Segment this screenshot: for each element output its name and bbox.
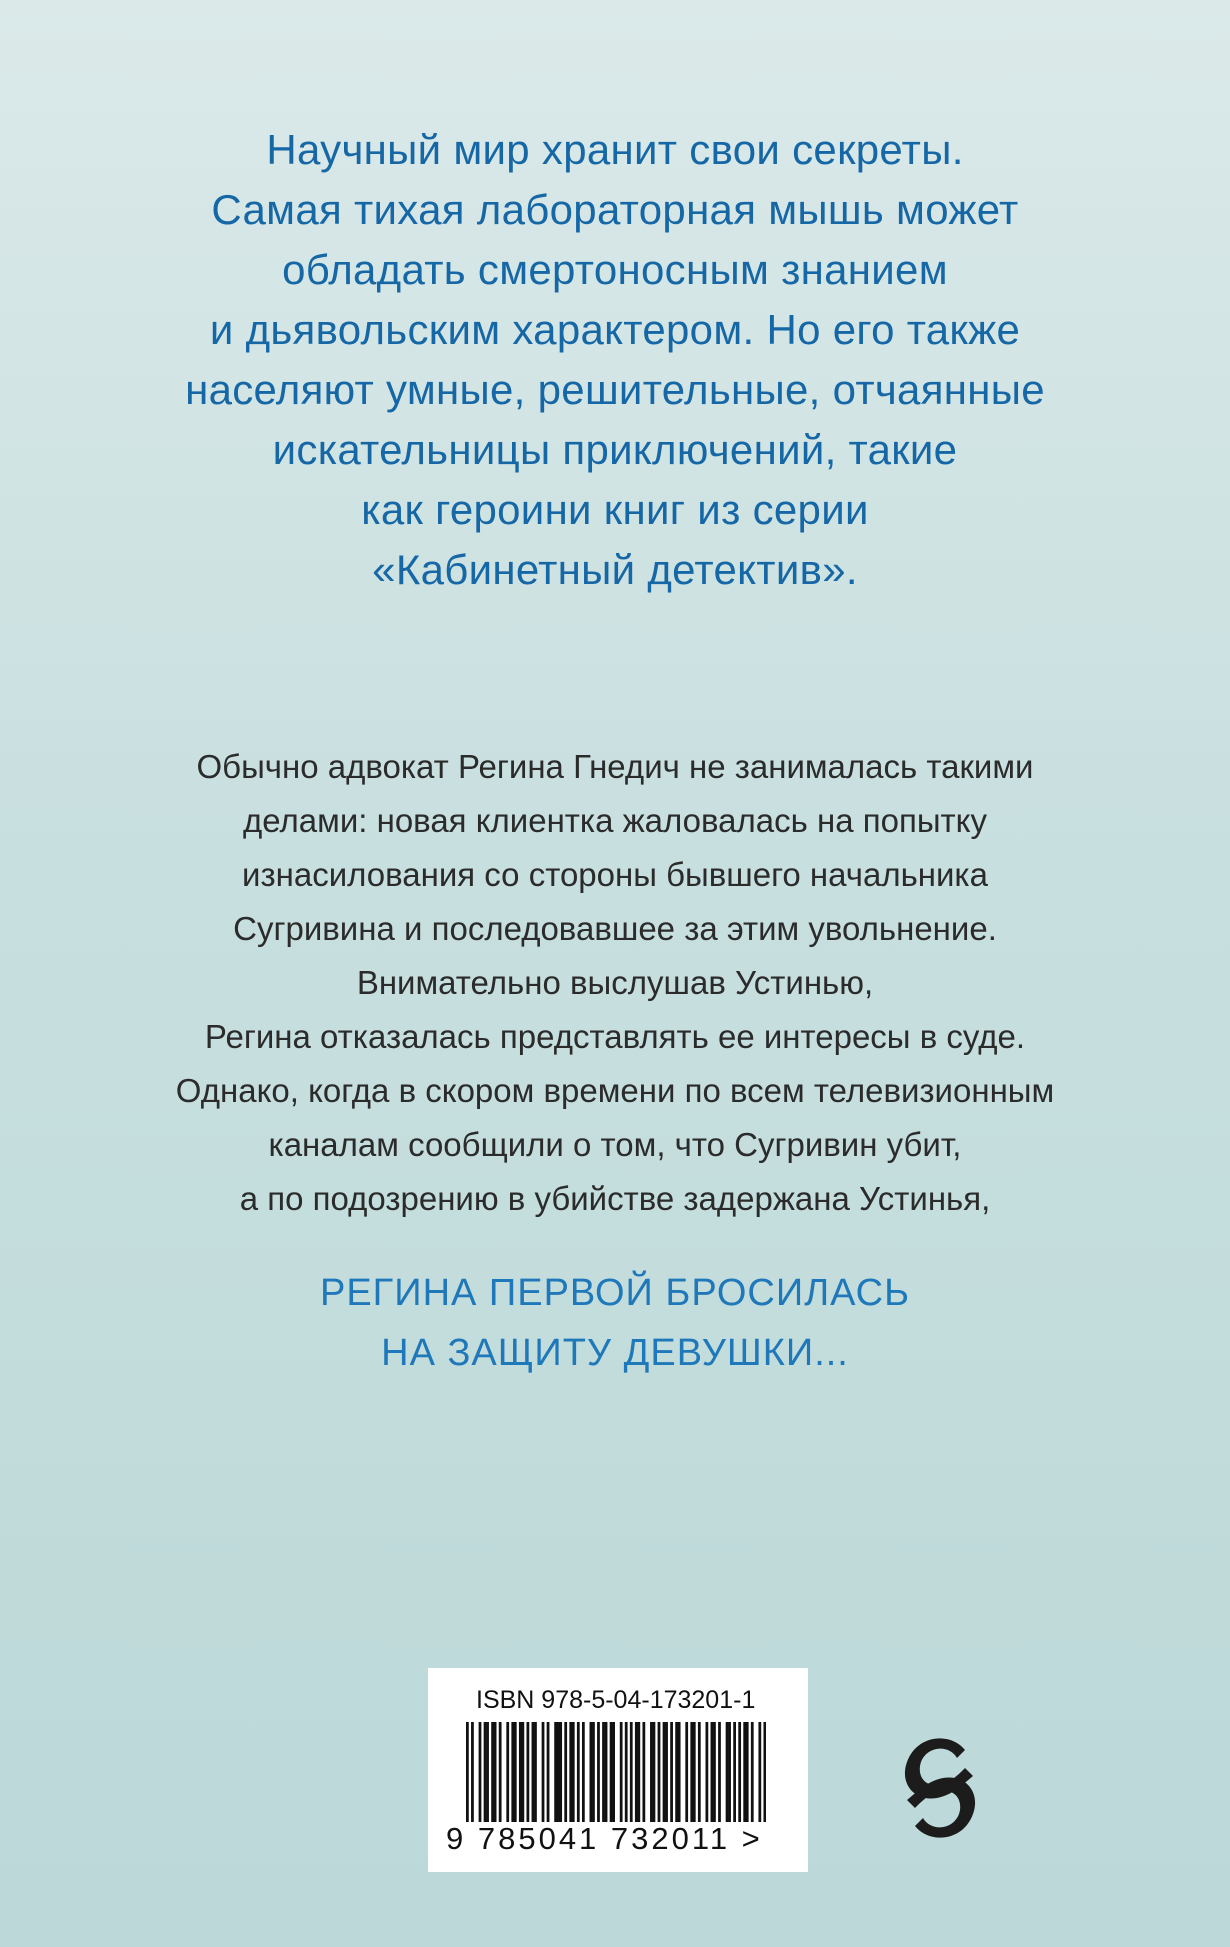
barcode-bar [569,1722,572,1822]
barcode-bar [728,1722,731,1822]
barcode-bar [751,1722,754,1822]
isbn-label: ISBN 978-5-04-173201-1 [476,1686,756,1714]
tagline-line: «Кабинетный детектив». [372,546,858,593]
tagline-line: как героини книг из серии [361,486,869,533]
barcode-bar [534,1722,537,1822]
synopsis-line: Обычно адвокат Регина Гнедич не занималась такими [196,748,1034,785]
barcode-bar [590,1722,593,1822]
barcode-bar [532,1722,535,1822]
highlight-line: НА ЗАЩИТУ ДЕВУШКИ... [381,1332,849,1374]
barcode-bar [642,1722,645,1822]
barcode-bar [542,1722,545,1822]
barcode-bar [726,1722,729,1822]
synopsis-line: каналам сообщили о том, что Сугривин убит, [268,1126,962,1163]
barcode-bar [650,1722,653,1822]
barcode-bar [521,1722,524,1822]
barcode-bar [484,1722,487,1822]
barcode-bar [635,1722,638,1822]
barcode-bar [572,1722,575,1822]
barcode-bar [466,1722,469,1822]
barcode-bar [663,1722,666,1822]
ean-barcode [466,1722,766,1822]
barcode-bar [511,1722,514,1822]
barcode-bar [637,1722,640,1822]
barcode-bar [519,1722,522,1822]
synopsis-line: Однако, когда в скором времени по всем телевизионным [175,1072,1055,1109]
barcode-bar [675,1722,678,1822]
barcode-bar [738,1722,741,1822]
barcode-bar [763,1722,766,1822]
synopsis-highlight [0,1263,1230,1383]
barcode-bar [743,1722,746,1822]
ean-digits: 9 785041 732011 > [446,1821,763,1856]
tagline-line: Самая тихая лабораторная мышь может [211,186,1019,233]
synopsis-line: Сугривина и последовавшее за этим увольнение. [233,910,997,947]
barcode-bar [630,1722,633,1822]
barcode-bar [625,1722,628,1822]
barcode-bar [713,1722,716,1822]
tagline-line: искательницы приключений, такие [272,426,958,473]
synopsis-line: делами: новая клиентка жаловалась на попытку [243,802,987,839]
barcode-bar [665,1722,668,1822]
synopsis-line: Внимательно выслушав Устинью, [356,964,874,1001]
barcode-bar [479,1722,482,1822]
barcode-bar [670,1722,673,1822]
barcode-bar [592,1722,595,1822]
barcode-bar [491,1722,494,1822]
barcode-bar [559,1722,562,1822]
barcode-bar [610,1722,613,1822]
synopsis-line: а по подозрению в убийстве задержана Устинья, [239,1180,991,1217]
barcode-panel [428,1668,808,1872]
barcode-bar [733,1722,736,1822]
barcode-bar [658,1722,661,1822]
tagline-line: и дьявольским характером. Но его также [209,306,1021,353]
highlight-line: РЕГИНА ПЕРВОЙ БРОСИЛАСЬ [319,1272,911,1314]
barcode-bar [620,1722,623,1822]
barcode-bar [514,1722,517,1822]
barcode-bar [564,1722,567,1822]
barcode-bar [471,1722,474,1822]
barcode-bar [693,1722,696,1822]
barcode-bar [706,1722,709,1822]
eksmo-logo-icon [895,1728,985,1848]
synopsis-line: Регина отказалась представлять ее интересы в суде. [204,1018,1026,1055]
barcode-bar [698,1722,701,1822]
barcode-bar [678,1722,681,1822]
barcode-bar [612,1722,615,1822]
barcode-bar [746,1722,749,1822]
barcode-bar [577,1722,580,1822]
barcode-bar [653,1722,656,1822]
barcode-bar [547,1722,550,1822]
barcode-bar [557,1722,560,1822]
tagline-line: населяют умные, решительные, отчаянные [185,366,1045,413]
barcode-bar [506,1722,509,1822]
barcode-bar [494,1722,497,1822]
barcode-bar [486,1722,489,1822]
book-synopsis [0,740,1230,1226]
series-tagline [0,120,1230,600]
synopsis-line: изнасилования со стороны бывшего начальника [242,856,988,893]
barcode-bar [711,1722,714,1822]
barcode-bar [602,1722,605,1822]
tagline-line: Научный мир хранит свои секреты. [266,126,964,173]
barcode-bar [597,1722,600,1822]
barcode-bar [685,1722,688,1822]
barcode-bar [554,1722,557,1822]
barcode-bar [690,1722,693,1822]
barcode-bar [718,1722,721,1822]
tagline-line: обладать смертоносным знанием [282,246,948,293]
barcode-bar [582,1722,585,1822]
barcode-bar [758,1722,761,1822]
barcode-bar [499,1722,502,1822]
barcode-bar [527,1722,530,1822]
barcode-bar [605,1722,608,1822]
